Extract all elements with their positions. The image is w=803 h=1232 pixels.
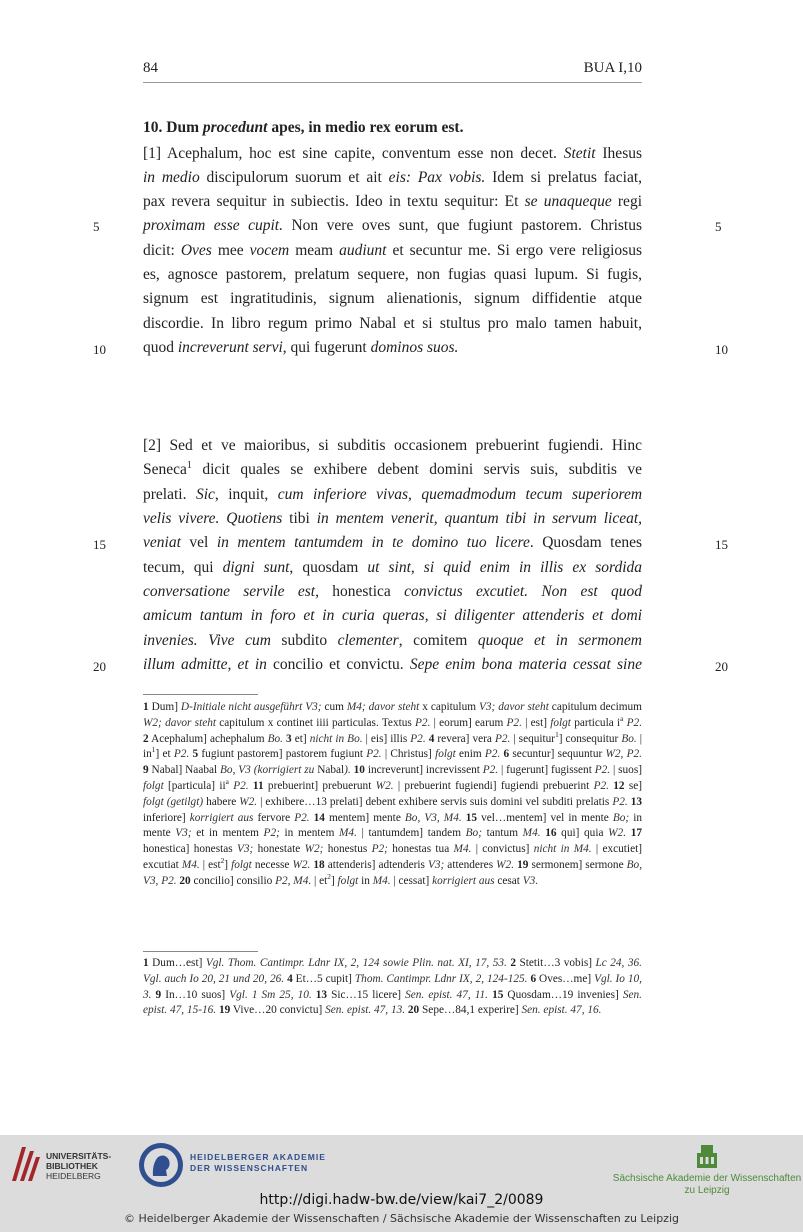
text-run: proximam esse cupit. — [143, 217, 283, 234]
text-run: P2. — [294, 811, 310, 824]
text-line — [143, 287, 642, 311]
lemma-line-ref: 9 — [143, 764, 149, 777]
lemma-line-ref: 11 — [252, 779, 264, 792]
text-run: P2. — [410, 732, 426, 745]
text-run: Bo, V3, P2. — [143, 858, 643, 887]
lemma-line-ref: 6 — [503, 748, 510, 761]
text-run: ] consequitur — [558, 732, 622, 745]
text-run: folgt — [337, 874, 359, 887]
text-run: mentem] mente — [324, 811, 405, 824]
text-run: V3; davor steht — [478, 701, 549, 713]
text-run: folgt (getilgt) — [143, 795, 204, 808]
text-line — [143, 653, 642, 677]
text-run: P2. — [626, 716, 643, 729]
text-run: particula i — [570, 716, 621, 729]
text-run: habere — [203, 795, 240, 808]
lemma-line-ref: 12 — [613, 779, 625, 792]
text-run: secuntur] sequuntur — [509, 748, 606, 761]
text-run: quod — [143, 339, 178, 356]
lemma-line-ref: 10 — [353, 764, 365, 777]
text-run: clementer — [337, 632, 399, 649]
text-run: P2. — [494, 732, 511, 745]
text-run: | in — [143, 732, 643, 761]
text-run: | fugerunt] fugissent — [498, 764, 595, 777]
text-line — [143, 214, 642, 238]
text-run: cum — [321, 701, 347, 713]
text-run: [1] Acephalum, hoc est sine capite, conventum esse non decet. — [143, 145, 564, 162]
text-run: Ihesus — [595, 145, 643, 162]
text-run: ). — [344, 764, 351, 777]
text-line — [143, 190, 642, 214]
text-run: dicit quales se exhibere debent domini servis suis, subditis ve — [191, 461, 642, 478]
text-run: Vive…20 convictu] — [230, 1004, 326, 1017]
text-run: Dum] — [148, 701, 181, 713]
text-run: Dum…est] — [148, 957, 206, 969]
text-run: Sen. epist. 47, 16. — [521, 1004, 602, 1017]
lemma-line-ref: 9 — [155, 988, 162, 1001]
text-run: P2. — [482, 764, 499, 777]
text-run: et] — [291, 732, 310, 745]
text-run: quoque et in sermonem — [477, 632, 642, 649]
text-run: es, agnosce pastorem, prelatum sequere, non fugias quasi lupum. Si fugis, — [143, 266, 642, 283]
line-number: 10 — [93, 342, 106, 357]
superscript: a — [620, 714, 624, 724]
text-run: nicht in M4. — [533, 843, 592, 856]
text-run: W2, P2. — [605, 748, 642, 761]
text-run: Bo; — [612, 811, 630, 824]
text-run: V3. — [522, 874, 539, 887]
text-run: P2, M4. — [275, 874, 312, 887]
text-run: signum est ingratitudinis, signum alienationis, signum diffidentie atque — [143, 290, 642, 307]
text-run: , comitem — [398, 632, 478, 649]
hadw-seal-icon — [138, 1142, 184, 1188]
text-run: invenies. Vive cum — [143, 632, 271, 649]
text-run: nicht in Bo. — [309, 732, 363, 745]
text-run: in mentem tantumdem in te domino tuo licere — [216, 534, 530, 551]
text-run: attenderes — [444, 858, 497, 871]
text-run: Quosdam…19 invenies] — [503, 988, 623, 1001]
text-run: Sepe enim bona materia cessat sine — [409, 656, 642, 673]
superscript: 2 — [327, 872, 331, 881]
chapter-title-number: 10. Dum — [143, 119, 203, 136]
text-run: honestica — [318, 583, 405, 600]
text-run: M4; davor steht — [346, 701, 420, 713]
text-run: P2; — [263, 827, 280, 840]
line-number: 15 — [93, 537, 106, 552]
text-run: increverunt] increvissent — [364, 764, 483, 777]
text-run: | prebuerint fugiendi] fugiendi prebuerint — [393, 779, 594, 792]
ub-heidelberg-logo-icon — [10, 1143, 42, 1183]
text-run: | Christus] — [381, 748, 436, 761]
text-run: Sen. epist. 47, 13. — [325, 1004, 406, 1017]
text-run: V3; — [427, 858, 445, 871]
text-run: Sic — [195, 486, 215, 503]
saw-line2: zu Leipzig — [684, 1185, 730, 1196]
text-run: cum inferiore vivas, quemadmodum tecum superiorem — [277, 486, 643, 503]
text-run: Thom. Cantimpr. Ldnr IX, 2, 124-125. — [354, 972, 528, 985]
text-run: digni sunt — [222, 559, 290, 576]
text-run: et secuntur me. Si ergo vere religiosus — [386, 242, 642, 259]
text-run: | cessat] — [390, 874, 433, 887]
text-run: P2. — [506, 716, 522, 729]
lemma-line-ref: 5 — [192, 748, 199, 761]
text-run: cesat — [494, 874, 523, 887]
text-run: Bo, V3 (korrigiert zu — [220, 764, 315, 777]
copyright: © Heidelberger Akademie der Wissenschaften / Sächsische Akademie der Wissenschaften zu Leipzig — [123, 1212, 679, 1225]
superscript: 1 — [186, 459, 192, 471]
text-run: revera] vera — [434, 732, 495, 745]
text-run: increverunt servi — [177, 339, 283, 356]
lemma-line-ref: 2 — [510, 957, 516, 969]
text-line — [143, 434, 642, 458]
text-run: Et…5 cupit] — [292, 972, 355, 985]
text-run: folgt — [550, 716, 571, 729]
text-run: Stetit — [563, 145, 596, 162]
lemma-line-ref: 20 — [407, 1004, 420, 1017]
running-head: BUA I,10 — [583, 60, 642, 76]
text-run: se unaqueque — [524, 193, 612, 210]
text-run: enim — [455, 748, 485, 761]
text-run: M4. — [372, 874, 391, 887]
text-run: | excutiet] excutiat — [143, 843, 642, 871]
line-number: 5 — [93, 219, 100, 234]
text-run: prelati. — [143, 486, 196, 503]
text-run: honestus — [323, 843, 372, 856]
running-header — [143, 60, 642, 83]
text-run: honestas tua — [387, 843, 454, 856]
superscript: 2 — [220, 856, 225, 866]
text-run: ut sint, si quid enim in illis ex sordida — [367, 559, 642, 576]
text-run: Sepe…84,1 experire] — [419, 1004, 522, 1017]
text-run: Bo. — [621, 732, 637, 745]
text-run: convictus excutiet. Non est quod — [404, 583, 642, 600]
text-run: inferiore] — [143, 811, 190, 824]
critical-apparatus — [143, 700, 642, 890]
text-run: Idem si prelatus faciat, — [485, 169, 643, 186]
lemma-line-ref: 1 — [143, 957, 149, 969]
ub-line3: HEIDELBERG — [46, 1171, 101, 1181]
chapter-title-rest: apes, in medio rex eorum est. — [267, 119, 464, 136]
lemma-line-ref: 20 — [179, 874, 191, 887]
text-run: honestate — [253, 843, 305, 856]
text-run: | tantumdem] tandem — [356, 827, 466, 840]
text-run: | convictus] — [471, 843, 534, 856]
text-run: meam — [289, 242, 340, 259]
text-run: Sen. epist. 47, 15-16. — [143, 988, 642, 1017]
text-run: Non vere oves sunt, que fugiunt pastorem. Christus — [282, 217, 642, 234]
text-line — [143, 629, 642, 653]
text-run: P2. — [366, 748, 382, 761]
superscript: 1 — [555, 729, 559, 739]
text-line — [143, 263, 642, 287]
text-run: necesse — [251, 858, 293, 871]
text-run: x capitulum — [419, 701, 479, 713]
sources-apparatus — [143, 956, 642, 1019]
text-run: attenderis] adtenderis — [324, 858, 428, 871]
text-line — [143, 142, 642, 166]
lemma-line-ref: 15 — [492, 988, 504, 1001]
text-run: et in mentem — [191, 827, 264, 840]
text-run: Nabal] Naabal — [148, 764, 221, 777]
text-run: Nabal — [314, 764, 345, 777]
text-run: se] — [624, 779, 643, 792]
text-run: fervore — [253, 811, 295, 824]
text-run: eis: Pax vobis. — [388, 169, 486, 186]
hadw-line1: HEIDELBERGER AKADEMIE — [190, 1152, 326, 1162]
hadw-logo-text — [190, 1152, 326, 1174]
superscript: 1 — [151, 745, 156, 755]
lemma-line-ref: 15 — [465, 811, 478, 824]
text-run: folgt — [143, 779, 164, 792]
text-line — [143, 531, 642, 555]
text-run: V3; — [175, 827, 192, 840]
text-run: Vgl. Io 10, 3. — [143, 972, 642, 1001]
text-run: P2. — [593, 779, 609, 792]
text-run: [particula] ii — [163, 779, 226, 792]
text-run: V3; — [236, 843, 254, 856]
text-run: korrigiert aus — [189, 811, 254, 824]
text-run: subdito — [270, 632, 338, 649]
text-run: pax revera sequitur in subiectis. Ideo in textu sequitur: Et — [143, 193, 525, 210]
text-run: D-Initiale nicht ausgeführt V3; — [180, 701, 322, 713]
text-run: in medio — [143, 169, 200, 186]
text-run: Oves…me] — [536, 972, 595, 985]
text-run: concilio et convictu. — [266, 656, 410, 673]
lemma-line-ref: 17 — [630, 827, 642, 840]
page-number: 84 — [143, 60, 158, 76]
line-number: 15 — [715, 537, 728, 552]
text-run: tibi — [282, 510, 317, 527]
ub-line1: UNIVERSITÄTS- — [46, 1151, 112, 1161]
chapter-title — [143, 119, 463, 137]
text-run: tecum, qui — [143, 559, 223, 576]
text-run: honestica] honestas — [143, 843, 237, 856]
text-run: Vgl. Thom. Cantimpr. Ldnr IX, 2, 124 sowie Plin. nat. XI, 17, 53. — [205, 957, 507, 969]
text-run: | est — [199, 858, 221, 871]
lemma-line-ref: 16 — [545, 827, 557, 840]
text-run: vel — [180, 534, 217, 551]
apparatus-separator — [143, 694, 258, 695]
line-number: 20 — [93, 659, 106, 674]
text-line — [143, 556, 642, 580]
superscript: a — [225, 777, 229, 787]
text-run: conversatione servile est, — [143, 583, 319, 600]
text-run: velis vivere. Quotiens — [143, 510, 283, 527]
text-run: P2; — [371, 843, 388, 856]
text-run: fugiunt pastorem] pastorem fugiunt — [198, 748, 367, 761]
text-run: Vgl. 1 Sm 25, 10. — [229, 988, 312, 1001]
text-run: qui] quia — [556, 827, 609, 840]
text-run: amicum tantum in foro et in curia queras, si diligenter attenderis et domi — [143, 607, 642, 624]
text-run: discipulorum suorum et ait — [199, 169, 389, 186]
text-line — [143, 239, 642, 263]
text-line — [143, 604, 642, 628]
text-run: M4. — [453, 843, 472, 856]
lemma-line-ref: 13 — [630, 795, 642, 808]
lemma-line-ref: 4 — [428, 732, 435, 745]
saw-line1: Sächsische Akademie der Wissenschaften — [612, 1173, 802, 1184]
text-run: Acephalum] achephalum — [148, 732, 268, 745]
text-line — [143, 166, 642, 190]
text-run: In…10 suos] — [161, 988, 230, 1001]
text-run: vel…mentem] vel in mente — [477, 811, 613, 824]
chapter-title-italic: procedunt — [202, 119, 268, 136]
ub-line2: BIBLIOTHEK — [46, 1161, 98, 1171]
lemma-line-ref: 19 — [517, 858, 529, 871]
text-run: | eis] illis — [362, 732, 411, 745]
text-run: Lc 24, 36. Vgl. auch Io 20, 21 und 20, 26. — [143, 957, 642, 985]
text-line — [143, 580, 642, 604]
digitization-footer — [0, 1135, 803, 1232]
text-run: korrigiert aus — [432, 874, 495, 887]
text-run: ] — [224, 858, 232, 871]
text-run: folgt — [231, 858, 252, 871]
text-run: P2. — [233, 779, 249, 792]
text-run: [2] Sed et ve maioribus, si subditis occasionem prebuerint fugiendi. Hinc — [143, 437, 642, 454]
text-line — [143, 507, 642, 531]
text-run: sermonem] sermone — [528, 858, 627, 871]
line-number: 5 — [715, 219, 722, 234]
text-line — [143, 458, 642, 482]
lemma-line-ref: 4 — [287, 972, 293, 985]
text-run: in — [358, 874, 373, 887]
text-run: veniat — [143, 534, 181, 551]
text-run: Seneca — [143, 461, 187, 478]
text-run: regi — [611, 193, 642, 210]
text-run: illum admitte, et in — [143, 656, 267, 673]
saw-leipzig-logo-icon — [696, 1143, 718, 1169]
text-run: | exhibere…13 prelati] debent exhibere servis suis domini vel subditi prelatis — [257, 795, 613, 808]
text-run: dicit: — [143, 242, 181, 259]
text-run: W2; davor steht — [143, 716, 217, 729]
ub-heidelberg-logo-text — [46, 1151, 111, 1181]
text-run: W2. — [292, 858, 311, 871]
text-run: P2. — [173, 748, 190, 761]
text-run: W2. — [496, 858, 515, 871]
lemma-line-ref: 1 — [143, 701, 149, 713]
text-run: tantum — [481, 827, 523, 840]
text-line — [143, 312, 642, 336]
text-run: P2. — [484, 748, 501, 761]
text-run: in mentem — [279, 827, 340, 840]
text-line — [143, 336, 642, 360]
text-run: ] et — [155, 748, 174, 761]
text-run: | est] — [521, 716, 551, 729]
text-run: P2. — [415, 716, 431, 729]
line-number: 10 — [715, 342, 728, 357]
text-run: mee — [211, 242, 250, 259]
text-run: vocem — [249, 242, 290, 259]
lemma-line-ref: 19 — [218, 1004, 231, 1017]
lemma-line-ref: 14 — [313, 811, 325, 824]
text-run: concilio] consilio — [190, 874, 276, 887]
lemma-line-ref: 3 — [286, 732, 292, 745]
text-run: , quosdam — [289, 559, 368, 576]
text-run: capitulum x continet iiii particulas. Textus — [216, 716, 416, 729]
text-run: prebuerint] prebuerunt — [263, 779, 376, 792]
text-run: M4. — [181, 858, 200, 871]
text-run: M4. — [522, 827, 541, 840]
text-run: Bo, V3, M4. — [404, 811, 462, 824]
text-run: P2. — [594, 764, 611, 777]
text-run: Sen. epist. 47, 11. — [405, 988, 489, 1001]
text-run: Bo. — [267, 732, 283, 745]
lemma-line-ref: 18 — [313, 858, 325, 871]
permalink[interactable]: http://digi.hadw-bw.de/view/kai7_2/0089 — [259, 1192, 544, 1208]
text-run: dominos suos. — [370, 339, 459, 356]
text-run: folgt — [435, 748, 456, 761]
text-run: in mente — [143, 811, 643, 840]
lemma-line-ref: 13 — [315, 988, 328, 1001]
text-run: , inquit, — [214, 486, 278, 503]
text-run: Oves — [180, 242, 212, 259]
text-run: Sic…15 licere] — [327, 988, 406, 1001]
text-run: W2. — [239, 795, 258, 808]
text-run: | et — [311, 874, 328, 887]
lemma-line-ref: 6 — [530, 972, 537, 985]
text-run: discordie. In libro regum primo Nabal et si stultus pro malo tamen habuit, — [143, 315, 642, 332]
text-line — [143, 483, 642, 507]
sources-separator — [143, 951, 258, 952]
line-number: 20 — [715, 659, 728, 674]
lemma-line-ref: 2 — [143, 732, 149, 745]
text-run: ] — [330, 874, 338, 887]
text-run: Stetit…3 vobis] — [515, 957, 596, 969]
text-run: capitulum decimum — [548, 701, 642, 713]
text-run: in mentem venerit, quantum tibi in servum liceat, — [316, 510, 643, 527]
text-run: | eorum] earum — [430, 716, 507, 729]
text-run: W2; — [304, 843, 324, 856]
text-run: . Quosdam tenes — [529, 534, 643, 551]
text-run: M4. — [339, 827, 357, 840]
text-run: | sequitur — [510, 732, 556, 745]
text-run: W2. — [375, 779, 394, 792]
text-run: P2. — [612, 795, 628, 808]
text-run: , qui fugerunt — [282, 339, 371, 356]
text-run: | suos] — [610, 764, 642, 777]
text-run: Bo; — [465, 827, 482, 840]
text-run: W2. — [608, 827, 627, 840]
hadw-line2: DER WISSENSCHAFTEN — [190, 1163, 309, 1173]
text-run: audiunt — [339, 242, 387, 259]
